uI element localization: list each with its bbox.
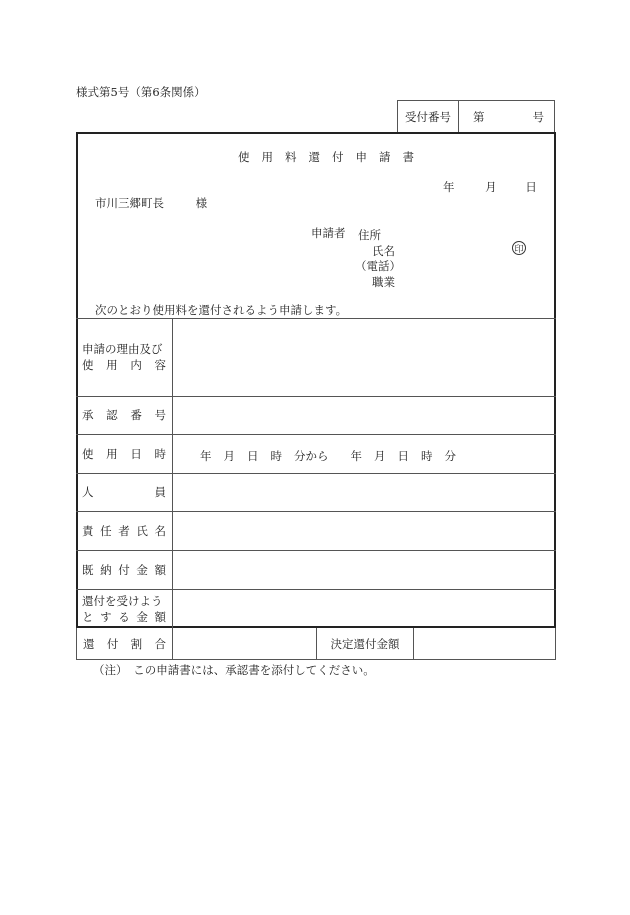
date-line[interactable]: [443, 182, 537, 194]
refund-rate-input[interactable]: [173, 628, 317, 659]
date-month: 月: [485, 180, 497, 194]
refund-rate-row: [76, 628, 556, 660]
document-title: 使用料還付申請書: [238, 150, 426, 164]
applicant-label: 申請者: [311, 226, 346, 240]
label-column-divider: [172, 318, 173, 628]
addressee-name: 市川三郷町長: [95, 196, 164, 210]
reason-label-line1: 申請の理由及び: [82, 342, 163, 356]
footnote: （注） この申請書には、承認書を添付してください。: [93, 663, 375, 677]
usage-date-label: 使 用 日 時: [82, 446, 166, 461]
paid-amount-label: 既 納 付 金 額: [82, 562, 166, 577]
applicant-occupation-label: 職業: [372, 274, 395, 289]
intro-text: 次のとおり使用料を還付されるよう申請します。: [95, 303, 348, 317]
seal-mark: 印: [512, 241, 526, 255]
refund-rate-label: 還 付 割 合: [77, 628, 173, 659]
applicant-fields: [355, 228, 401, 290]
reception-number-label: 受付番号: [398, 101, 459, 132]
reception-prefix: 第: [473, 109, 485, 124]
usage-date-field[interactable]: 年 月 日 時 分から 年 月 日 時 分: [200, 449, 456, 463]
people-count-label: 人 員: [82, 485, 166, 499]
reason-label-line2: 使 用 内 容: [82, 358, 166, 372]
form-number: 様式第5号（第6条関係）: [76, 85, 206, 99]
applicant-address-label: 住所: [358, 228, 381, 242]
addressee: [95, 198, 207, 210]
reason-label: [82, 318, 166, 396]
approval-number-label: 承 認 番 号: [82, 408, 166, 422]
reception-number-box: [397, 100, 555, 132]
refund-amount-label: 還付を受けよう と す る 金 額: [82, 593, 166, 624]
responsible-person-label: 責 任 者 氏 名: [82, 523, 166, 538]
reception-suffix: 号: [532, 109, 544, 124]
date-year: 年: [443, 180, 455, 194]
addressee-honorific: 様: [195, 196, 208, 210]
applicant-name-label: 氏名: [372, 243, 395, 258]
reception-number-field[interactable]: [459, 101, 554, 132]
date-day: 日: [525, 180, 537, 194]
decided-refund-amount-label: 決定還付金額: [317, 628, 414, 659]
applicant-phone-label: （電話）: [355, 259, 401, 273]
decided-refund-amount-input[interactable]: [414, 628, 555, 659]
